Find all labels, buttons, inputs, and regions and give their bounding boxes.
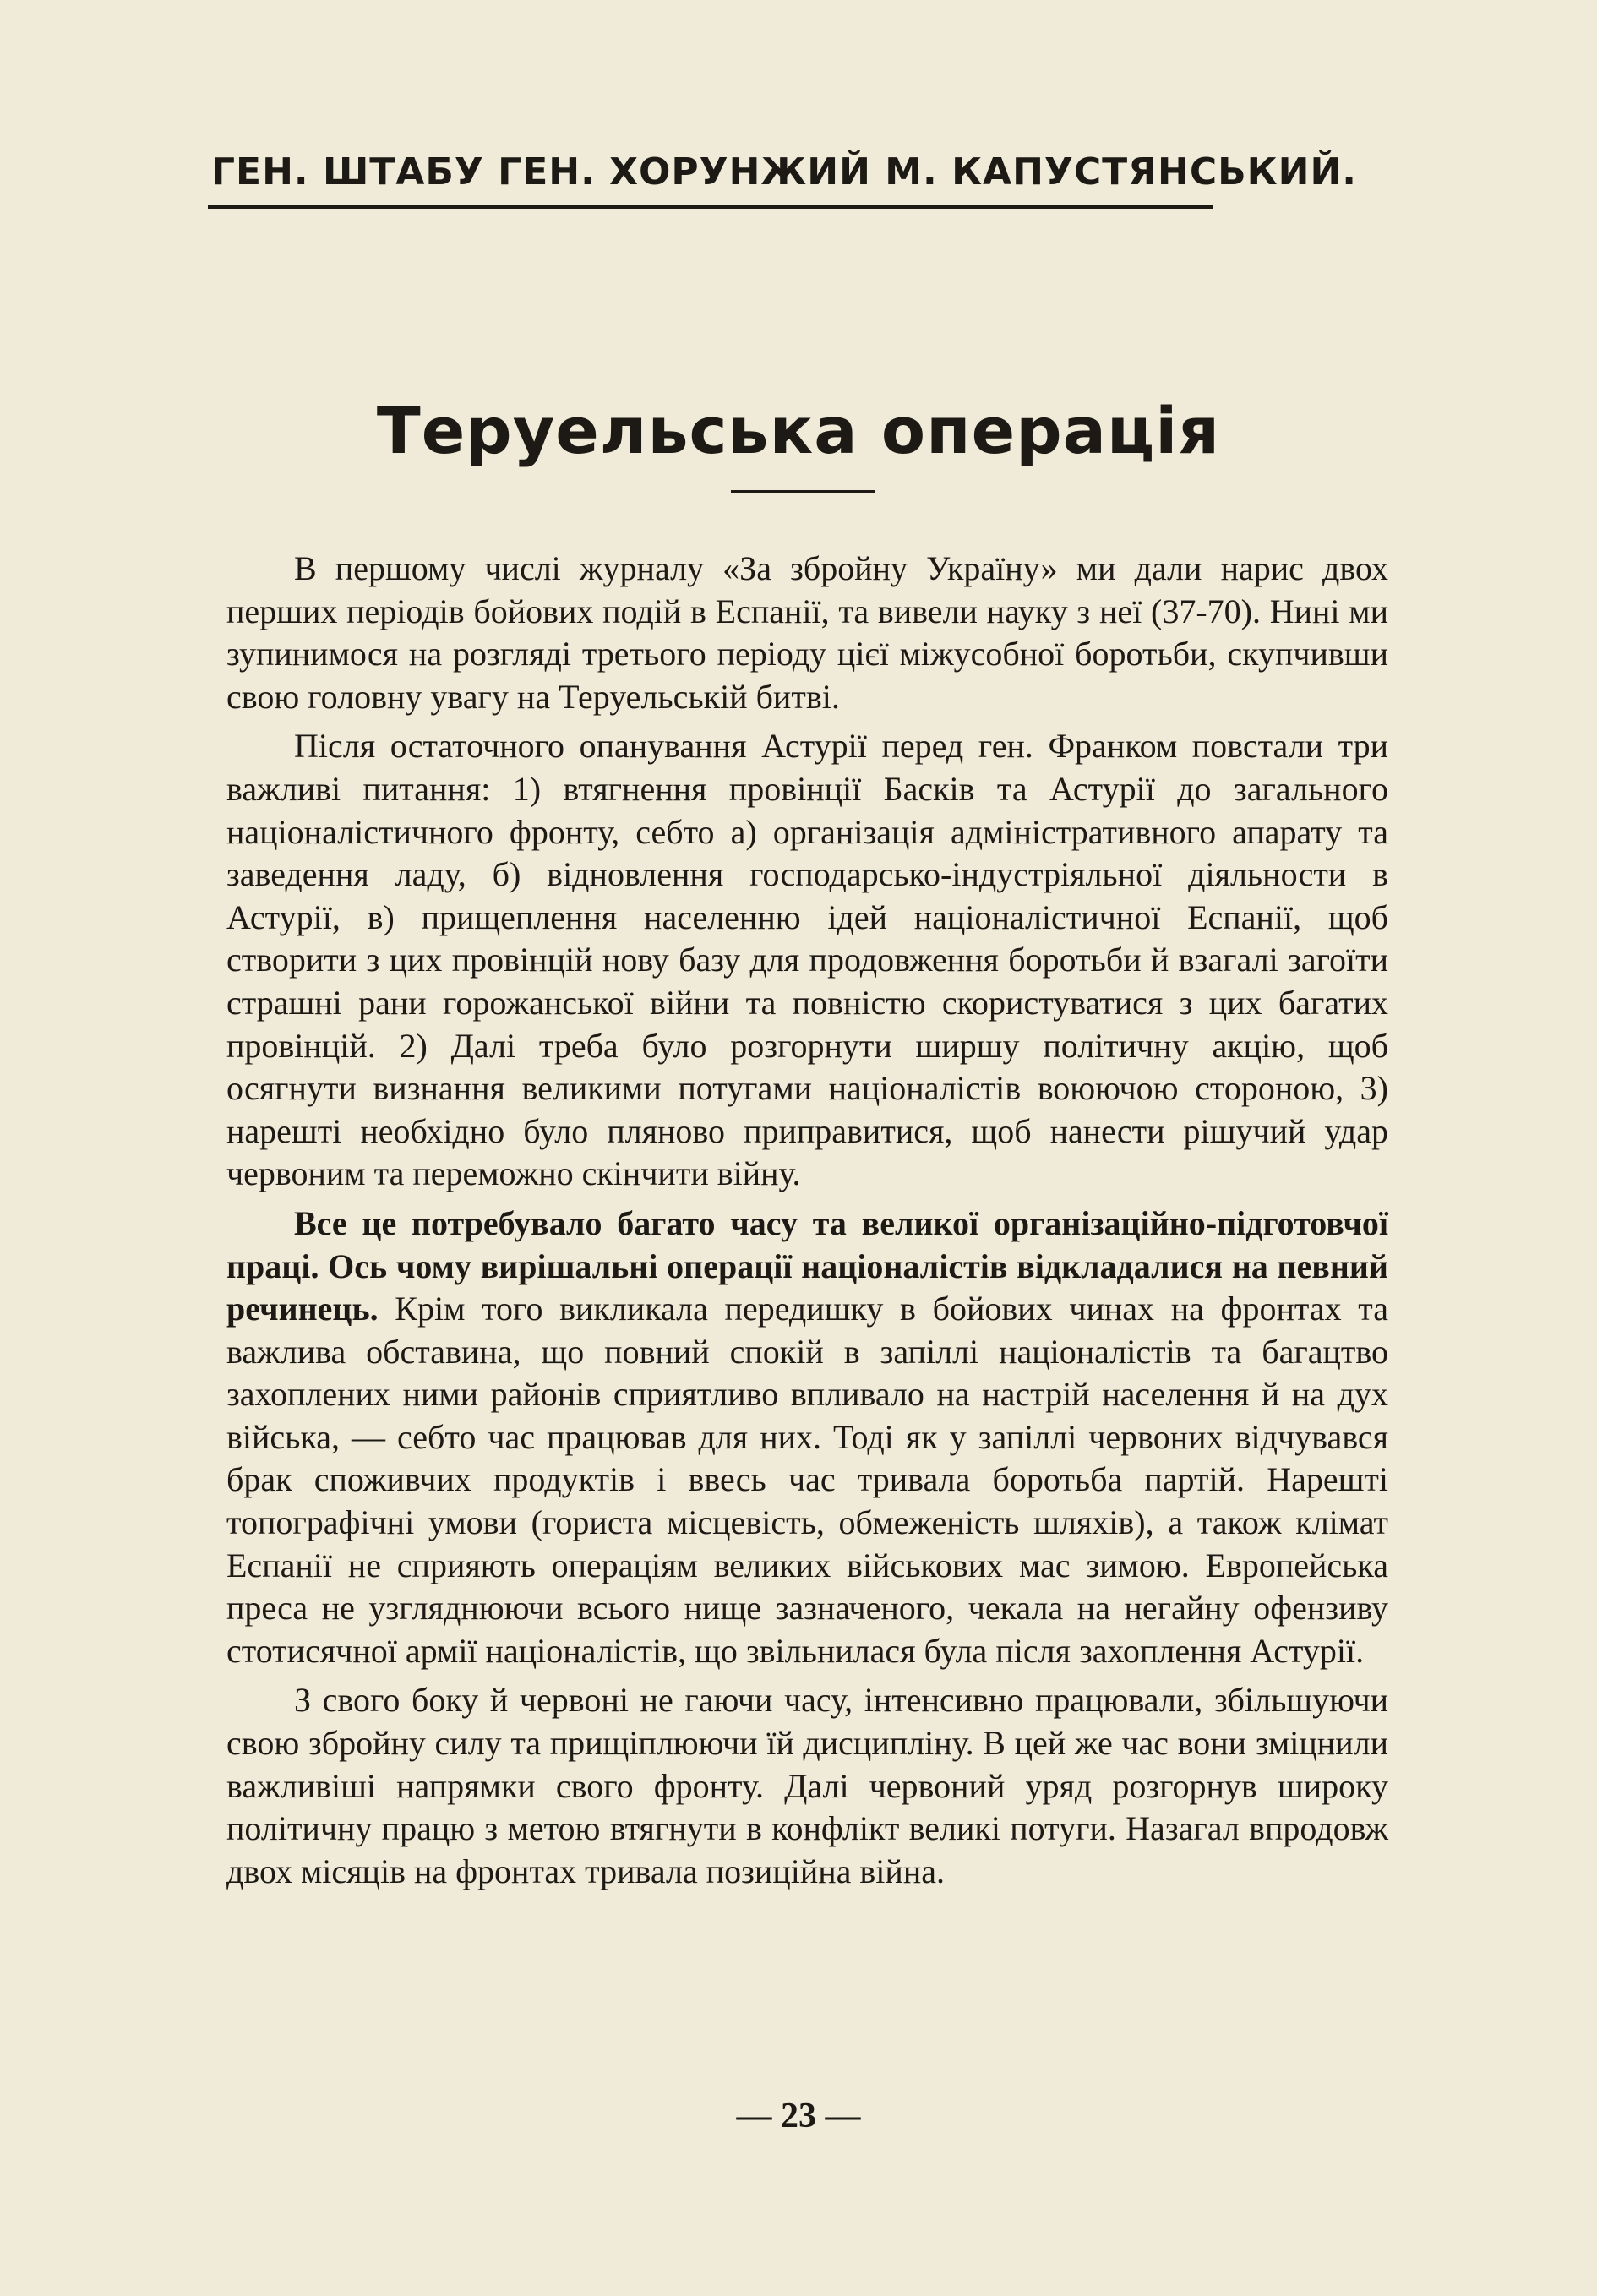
- title-underline: [731, 490, 875, 493]
- header-underline: [208, 205, 1213, 209]
- paragraph-3-text: Крім того викликала передишку в бойових чинах на фронтах та важлива обставина, що повний спокій в запіллі націоналістів та багацтво захоплених ними районів сприятливо впливало на настрій населення й на дух війська, — себто час працював для них. Тоді як у запіллі червоних відчувався брак споживчих продуктів і ввесь час тривала боротьба партій. Нарешті топографічні умови (гориста місцевість, обмеженість шляхів), а також клімат Еспанії не сприяють операціям великих військових мас зимою. Европейська преса не узгляднюючи всього нище зазначеного, чекала на негайну офензиву стотисячної армії націоналістів, що звільнилася була після захоплення Астурії.: [226, 1290, 1388, 1670]
- article-title: Теруельська операція: [376, 393, 1221, 468]
- page-number: — 23 —: [736, 2097, 861, 2135]
- paragraph-4: З свого боку й червоні не гаючи часу, інтенсивно працювали, збільшуючи свою збройну силу та прищіплюючи їй дисципліну. В цей же час вони зміцнили важливіші напрямки свого фронту. Далі червоний уряд розгорнув широку політичну працю з метою втягнути в конфлікт великі потуги. Назагал впродовж двох місяців на фронтах тривала позиційна війна.: [226, 1681, 1388, 1890]
- paragraph-3-bold-lead: Все це потребувало багато часу та великої організаційно-підготовчої праці. Ось чому вирішальні операції націоналістів відкладалися на певний речинець.: [226, 1203, 1388, 1328]
- article-body: [226, 548, 1388, 1900]
- paragraph-2: Після остаточного опанування Астурії перед ген. Франком повстали три важливі питання: 1) втягнення провінції Басків та Астурії до загального націоналістичного фронту, себто а) організація адміністративного апарату та заведення ладу, б) відновлення господарсько-індустріяльної діяльности в Астурії, в) прищеплення населенню ідей націоналістичної Еспанії, щоб створити з цих провінцій нову базу для продовження боротьби й взагалі загоїти страшні рани горожанської війни та повністю скористуватися з цих багатих провінцій. 2) Далі треба було розгорнути ширшу політичну акцію, щоб осягнути визнання великими потугами націоналістів воюючою стороною, 3) нарешті необхідно було пляново приправитися, щоб нанести рішучий удар червоним та переможно скінчити війну.: [226, 727, 1388, 1193]
- paragraph-1: В першому числі журналу «За збройну Україну» ми дали нарис двох перших періодів бойових подій в Еспанії, та вивели науку з неї (37-70). Нині ми зупинимося на розгляді третього періоду цієї міжусобної боротьби, скупчивши свою головну увагу на Теруельській битві.: [226, 549, 1388, 716]
- paragraph-3: [226, 1203, 1388, 1673]
- author-header: ГЕН. ШТАБУ ГЕН. ХОРУНЖИЙ М. КАПУСТЯНСЬКИЙ.: [211, 150, 1358, 194]
